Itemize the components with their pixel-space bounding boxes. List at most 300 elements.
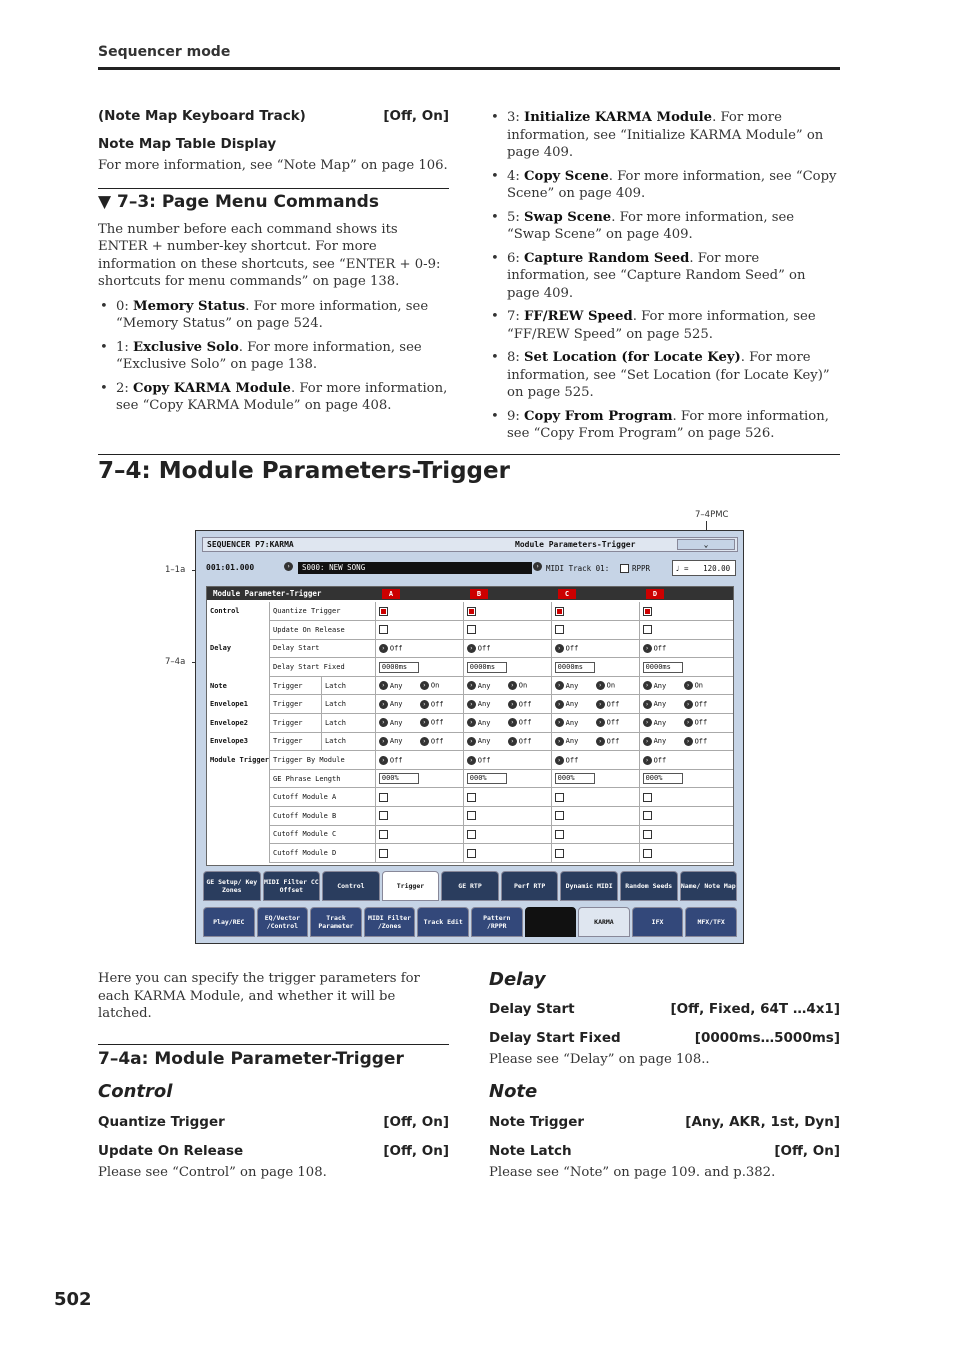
param-delay-start-fixed: Delay Start Fixed [0000ms…5000ms] — [489, 1030, 840, 1046]
popup-value[interactable]: Any — [565, 737, 579, 746]
popup-value[interactable]: Any — [653, 681, 667, 690]
module-b-header: B — [470, 589, 488, 599]
tab-upper[interactable]: Dynamic MIDI — [560, 871, 618, 901]
popup-value[interactable]: Off — [389, 756, 403, 765]
module-cell — [639, 807, 733, 826]
row-label: Update On Release — [270, 621, 376, 640]
module-cell — [375, 695, 463, 714]
module-cell — [463, 751, 551, 770]
module-cell — [375, 825, 463, 844]
popup-arrow-icon[interactable]: › — [596, 681, 605, 690]
module-cell — [463, 695, 551, 714]
popup-arrow-icon[interactable]: › — [596, 737, 605, 746]
popup-arrow-icon[interactable]: › — [508, 718, 517, 727]
location-readout[interactable]: 001:01.000 — [206, 563, 255, 572]
row-group: Delay — [210, 644, 232, 653]
param-note: Please see “Delay” on page 108.. — [489, 1052, 710, 1067]
screen-header-row — [202, 559, 738, 579]
popup-arrow-icon[interactable]: › — [379, 737, 388, 746]
popup-value[interactable]: Any — [565, 700, 579, 709]
checkbox[interactable] — [643, 849, 652, 858]
row-sublabel: Latch — [321, 695, 375, 714]
page-number: 502 — [54, 1289, 92, 1310]
popup-value[interactable]: Off — [518, 718, 532, 727]
module-cell — [639, 751, 733, 770]
section-rule-main — [98, 454, 840, 455]
module-cell — [463, 732, 551, 751]
value-field[interactable]: 0000ms — [467, 662, 507, 673]
popup-value[interactable]: On — [694, 681, 704, 690]
popup-value[interactable]: Off — [565, 644, 579, 653]
row-label: GE Phrase Length — [270, 769, 376, 788]
row-group: Envelope3 — [210, 737, 248, 746]
param-note-map-keyboard-track: (Note Map Keyboard Track) [Off, On] — [98, 108, 449, 124]
row-group — [207, 658, 270, 677]
page-name: Module Parameters-Trigger — [515, 540, 636, 549]
popup-arrow-icon[interactable]: › — [420, 737, 429, 746]
module-cell — [639, 732, 733, 751]
list-item: • 6: Capture Random Seed. For more information, see “Capture Random Seed” on page 409. — [489, 250, 840, 303]
popup-arrow-icon[interactable]: › — [555, 700, 564, 709]
module-cell — [639, 621, 733, 640]
module-cell — [463, 807, 551, 826]
table-row — [207, 639, 733, 658]
popup-arrow-icon[interactable]: › — [684, 718, 693, 727]
module-cell — [463, 769, 551, 788]
popup-value[interactable]: Off — [606, 718, 620, 727]
checkbox[interactable] — [643, 793, 652, 802]
module-cell — [463, 825, 551, 844]
popup-value[interactable]: Off — [653, 644, 667, 653]
popup-value[interactable]: Any — [477, 700, 491, 709]
table-row — [207, 714, 733, 733]
value-field[interactable]: 000% — [379, 773, 419, 784]
module-cell — [551, 676, 639, 695]
popup-value[interactable]: On — [606, 681, 616, 690]
row-group: Envelope2 — [210, 718, 248, 727]
popup-value[interactable]: Any — [389, 718, 403, 727]
lower-left-column — [98, 970, 449, 1181]
row-group — [207, 788, 270, 807]
value-field[interactable]: 000% — [555, 773, 595, 784]
row-group — [207, 769, 270, 788]
module-cell — [463, 676, 551, 695]
row-sublabel: Latch — [321, 676, 375, 695]
checkbox[interactable] — [379, 607, 388, 616]
table-row — [207, 844, 733, 863]
module-c-header: C — [558, 589, 576, 599]
popup-arrow-icon[interactable]: › — [555, 737, 564, 746]
tempo-label: ♩ = — [675, 564, 689, 573]
row-group — [207, 825, 270, 844]
module-cell — [375, 732, 463, 751]
module-cell — [639, 788, 733, 807]
module-cell — [551, 732, 639, 751]
module-parameter-panel — [206, 586, 734, 866]
param-note: Please see “Note” on page 109. and p.382. — [489, 1164, 776, 1180]
popup-arrow-icon[interactable]: › — [555, 756, 564, 765]
module-cell — [375, 621, 463, 640]
popup-value[interactable]: Any — [389, 681, 403, 690]
module-cell — [639, 639, 733, 658]
checkbox[interactable] — [467, 607, 476, 616]
row-label: Quantize Trigger — [270, 602, 376, 621]
module-cell — [551, 602, 639, 621]
callout-label: 1–1a — [165, 565, 186, 575]
parameter-table — [207, 602, 733, 863]
song-select-icon[interactable]: › — [284, 562, 293, 571]
row-label: Delay Start — [270, 639, 376, 658]
value-field[interactable]: 000% — [643, 773, 683, 784]
list-item: • 0: Memory Status. For more information, see “Memory Status” on page 524. — [98, 298, 449, 333]
table-row — [207, 621, 733, 640]
tab-lower — [525, 907, 577, 937]
tab-lower[interactable]: Track Parameter — [310, 907, 362, 937]
tab-lower[interactable]: MFX/TFX — [685, 907, 737, 937]
param-description: For more information, see “Note Map” on page 106. — [98, 158, 448, 173]
row-label: Cutoff Module A — [270, 788, 376, 807]
param-delay-start: Delay Start [Off, Fixed, 64T …4x1] — [489, 1001, 840, 1017]
popup-value[interactable]: Any — [389, 700, 403, 709]
track-label: MIDI Track 01: — [546, 564, 610, 573]
popup-value[interactable]: Any — [653, 700, 667, 709]
module-cell — [375, 788, 463, 807]
lower-right-column — [489, 969, 840, 1181]
param-note-trigger: Note Trigger [Any, AKR, 1st, Dyn] — [489, 1113, 840, 1130]
popup-arrow-icon[interactable]: › — [379, 644, 388, 653]
popup-value[interactable]: Any — [653, 737, 667, 746]
popup-arrow-icon[interactable]: › — [684, 700, 693, 709]
checkbox[interactable] — [467, 811, 476, 820]
checkbox[interactable] — [379, 830, 388, 839]
module-cell — [463, 621, 551, 640]
module-cell — [375, 714, 463, 733]
panel-title: Module Parameter-Trigger — [207, 587, 733, 600]
checkbox[interactable] — [555, 625, 564, 634]
rppr-label: RPPR — [632, 564, 651, 573]
tempo-field[interactable] — [672, 560, 736, 576]
popup-arrow-icon[interactable]: › — [596, 718, 605, 727]
rppr-checkbox[interactable] — [620, 564, 629, 573]
module-cell — [463, 714, 551, 733]
row-group — [207, 807, 270, 826]
section-rule — [98, 188, 449, 189]
checkbox[interactable] — [555, 793, 564, 802]
popup-value[interactable]: Off — [653, 756, 667, 765]
checkbox[interactable] — [467, 625, 476, 634]
command-list-right — [489, 109, 840, 443]
module-cell — [375, 751, 463, 770]
list-item: • 7: FF/REW Speed. For more information, see “FF/REW Speed” on page 525. — [489, 308, 840, 343]
popup-value[interactable]: Off — [430, 737, 444, 746]
value-field[interactable]: 0000ms — [555, 662, 595, 673]
checkbox[interactable] — [467, 849, 476, 858]
callout-label: 7–4a — [165, 657, 186, 667]
module-cell — [375, 676, 463, 695]
checkbox[interactable] — [379, 849, 388, 858]
subsection-heading: 7–4a: Module Parameter-Trigger — [98, 1048, 404, 1069]
row-group: Envelope1 — [210, 700, 248, 709]
popup-value[interactable]: On — [430, 681, 440, 690]
chevron-down-icon: ⌄ — [703, 540, 709, 549]
table-row — [207, 751, 733, 770]
popup-arrow-icon[interactable]: › — [684, 681, 693, 690]
popup-arrow-icon[interactable]: › — [508, 700, 517, 709]
running-header: Sequencer mode — [98, 44, 231, 60]
tab-lower[interactable]: Track Edit — [417, 907, 469, 937]
value-field[interactable]: 0000ms — [643, 662, 683, 673]
module-cell — [639, 844, 733, 863]
checkbox[interactable] — [555, 811, 564, 820]
header-rule — [98, 67, 840, 70]
popup-arrow-icon[interactable]: › — [643, 700, 652, 709]
param-note-latch: Note Latch [Off, On] — [489, 1142, 840, 1159]
popup-value[interactable]: Any — [477, 681, 491, 690]
module-cell — [551, 658, 639, 677]
tempo-value: 120.00 — [703, 564, 731, 573]
tab-upper[interactable]: Name/ Note Map — [680, 871, 738, 901]
table-row — [207, 602, 733, 621]
popup-value[interactable]: Any — [477, 718, 491, 727]
popup-arrow-icon[interactable]: › — [379, 700, 388, 709]
checkbox[interactable] — [555, 849, 564, 858]
module-cell — [639, 714, 733, 733]
module-cell — [551, 807, 639, 826]
row-group: Control — [210, 607, 240, 616]
row-sublabel: Latch — [321, 732, 375, 751]
value-field[interactable]: 000% — [467, 773, 507, 784]
row-label: Delay Start Fixed — [270, 658, 376, 677]
module-cell — [551, 714, 639, 733]
checkbox[interactable] — [555, 607, 564, 616]
popup-arrow-icon[interactable]: › — [684, 737, 693, 746]
module-cell — [551, 825, 639, 844]
module-cell — [639, 658, 733, 677]
row-label: Cutoff Module B — [270, 807, 376, 826]
popup-value[interactable]: Any — [565, 718, 579, 727]
popup-value[interactable]: Off — [694, 718, 708, 727]
tab-lower[interactable]: Pattern /RPPR — [471, 907, 523, 937]
group-heading-delay: Delay — [489, 969, 546, 990]
popup-value[interactable]: Off — [389, 644, 403, 653]
module-cell — [639, 695, 733, 714]
popup-arrow-icon[interactable]: › — [508, 737, 517, 746]
tab-lower[interactable]: KARMA — [578, 907, 630, 937]
tab-upper[interactable]: Trigger — [382, 871, 440, 901]
tab-bar-upper — [202, 871, 738, 901]
param-quantize-trigger: Quantize Trigger [Off, On] — [98, 1113, 449, 1130]
checkbox[interactable] — [643, 607, 652, 616]
module-cell — [639, 769, 733, 788]
module-cell — [375, 658, 463, 677]
module-cell — [551, 639, 639, 658]
module-cell — [375, 807, 463, 826]
tab-upper[interactable]: GE RTP — [441, 871, 499, 901]
row-label: Trigger By Module — [270, 751, 376, 770]
popup-arrow-icon[interactable]: › — [420, 718, 429, 727]
module-cell — [375, 602, 463, 621]
module-cell — [375, 639, 463, 658]
popup-value[interactable]: Any — [653, 718, 667, 727]
module-cell — [551, 621, 639, 640]
popup-arrow-icon[interactable]: › — [467, 737, 476, 746]
popup-value[interactable]: Off — [477, 644, 491, 653]
checkbox[interactable] — [379, 811, 388, 820]
intro-text: Here you can specify the trigger parameters for each KARMA Module, and whether it will be latched. — [98, 971, 420, 1021]
popup-arrow-icon[interactable]: › — [643, 718, 652, 727]
module-cell — [463, 602, 551, 621]
popup-value[interactable]: Off — [694, 737, 708, 746]
checkbox[interactable] — [643, 830, 652, 839]
row-group — [207, 844, 270, 863]
checkbox[interactable] — [643, 625, 652, 634]
page-section-title: 7–4: Module Parameters-Trigger — [98, 458, 510, 484]
list-item: • 5: Swap Scene. For more information, see “Swap Scene” on page 409. — [489, 209, 840, 244]
module-cell — [375, 844, 463, 863]
tab-upper[interactable]: Random Seeds — [620, 871, 678, 901]
popup-arrow-icon[interactable]: › — [467, 681, 476, 690]
popup-value[interactable]: Off — [430, 700, 444, 709]
checkbox[interactable] — [379, 625, 388, 634]
group-heading-note: Note — [489, 1080, 538, 1102]
module-cell — [639, 602, 733, 621]
page-menu-button[interactable] — [677, 539, 735, 550]
popup-value[interactable]: Any — [389, 737, 403, 746]
table-row — [207, 769, 733, 788]
subsection-rule — [98, 1044, 449, 1045]
value-field[interactable]: 0000ms — [379, 662, 419, 673]
popup-value[interactable]: Off — [518, 700, 532, 709]
module-cell — [551, 788, 639, 807]
checkbox[interactable] — [643, 811, 652, 820]
popup-arrow-icon[interactable]: › — [379, 756, 388, 765]
row-label: Cutoff Module D — [270, 844, 376, 863]
group-heading-control: Control — [98, 1080, 173, 1102]
module-d-header: D — [646, 589, 664, 599]
popup-arrow-icon[interactable]: › — [420, 681, 429, 690]
popup-arrow-icon[interactable]: › — [555, 644, 564, 653]
popup-arrow-icon[interactable]: › — [555, 681, 564, 690]
popup-arrow-icon[interactable]: › — [420, 700, 429, 709]
popup-value[interactable]: Any — [477, 737, 491, 746]
popup-arrow-icon[interactable]: › — [596, 700, 605, 709]
popup-arrow-icon[interactable]: › — [643, 756, 652, 765]
tab-upper[interactable]: MIDI Filter CC Offset — [263, 871, 321, 901]
popup-value[interactable]: Off — [694, 700, 708, 709]
tab-upper[interactable]: Perf RTP — [501, 871, 559, 901]
table-row — [207, 695, 733, 714]
popup-value[interactable]: Off — [477, 756, 491, 765]
screen-title: SEQUENCER P7:KARMA — [207, 540, 294, 549]
popup-value[interactable]: Off — [565, 756, 579, 765]
table-row — [207, 825, 733, 844]
popup-arrow-icon[interactable]: › — [643, 737, 652, 746]
popup-value[interactable]: Off — [606, 737, 620, 746]
popup-arrow-icon[interactable]: › — [508, 681, 517, 690]
section-intro: The number before each command shows its ENTER + number-key shortcut. For more information on these shortcuts, see “ENTER + 0-9: shortcuts for menu commands” on page 138. — [98, 221, 441, 289]
tab-upper[interactable]: Control — [322, 871, 380, 901]
module-cell — [551, 769, 639, 788]
row-label: Trigger — [270, 676, 322, 695]
list-item: • 3: Initialize KARMA Module. For more information, see “Initialize KARMA Module” on page 409. — [489, 109, 840, 162]
module-cell — [551, 751, 639, 770]
popup-arrow-icon[interactable]: › — [379, 718, 388, 727]
param-update-on-release: Update On Release [Off, On] — [98, 1142, 449, 1159]
list-item: • 8: Set Location (for Locate Key). For more information, see “Set Location (for Locate Key)” on page 525. — [489, 349, 840, 402]
popup-arrow-icon[interactable]: › — [467, 718, 476, 727]
popup-arrow-icon[interactable]: › — [467, 644, 476, 653]
module-cell — [639, 825, 733, 844]
module-cell — [551, 844, 639, 863]
popup-arrow-icon[interactable]: › — [467, 756, 476, 765]
popup-value[interactable]: Any — [565, 681, 579, 690]
module-cell — [463, 788, 551, 807]
tab-upper[interactable]: GE Setup/ Key Zones — [203, 871, 261, 901]
module-cell — [463, 658, 551, 677]
row-label: Trigger — [270, 695, 322, 714]
track-select-icon[interactable]: › — [533, 562, 542, 571]
karma-screen-screenshot — [195, 530, 744, 944]
command-list-left — [98, 298, 449, 415]
row-sublabel: Latch — [321, 714, 375, 733]
row-group: Module Trigger — [210, 756, 270, 765]
row-label: Cutoff Module C — [270, 825, 376, 844]
list-item: • 2: Copy KARMA Module. For more information, see “Copy KARMA Module” on page 408. — [98, 380, 449, 415]
tab-lower[interactable]: Play/REC — [203, 907, 255, 937]
param-note-map-table-display: Note Map Table Display — [98, 136, 277, 152]
song-name[interactable]: S000: NEW SONG — [298, 562, 532, 574]
screen-titlebar — [202, 537, 738, 552]
popup-arrow-icon[interactable]: › — [643, 644, 652, 653]
row-group — [207, 621, 270, 640]
row-label: Trigger — [270, 714, 322, 733]
table-row — [207, 658, 733, 677]
popup-arrow-icon[interactable]: › — [555, 718, 564, 727]
table-row — [207, 807, 733, 826]
tab-lower[interactable]: EQ/Vector /Control — [257, 907, 309, 937]
checkbox[interactable] — [555, 830, 564, 839]
popup-value[interactable]: On — [518, 681, 528, 690]
popup-arrow-icon[interactable]: › — [643, 681, 652, 690]
param-note: Please see “Control” on page 108. — [98, 1164, 327, 1180]
checkbox[interactable] — [467, 793, 476, 802]
popup-value[interactable]: Off — [430, 718, 444, 727]
row-group: Note — [210, 681, 227, 690]
table-row — [207, 732, 733, 751]
callout-label: 7–4PMC — [695, 510, 729, 520]
module-cell — [463, 639, 551, 658]
popup-value[interactable]: Off — [518, 737, 532, 746]
tab-lower[interactable]: MIDI Filter /Zones — [364, 907, 416, 937]
left-top-column — [98, 108, 449, 421]
module-cell — [551, 695, 639, 714]
module-cell — [639, 676, 733, 695]
module-cell — [463, 844, 551, 863]
row-label: Trigger — [270, 732, 322, 751]
section-heading: ▼ 7–3: Page Menu Commands — [98, 191, 379, 212]
module-cell — [375, 769, 463, 788]
checkbox[interactable] — [467, 830, 476, 839]
module-a-header: A — [382, 589, 400, 599]
list-item: • 9: Copy From Program. For more information, see “Copy From Program” on page 526. — [489, 408, 840, 443]
checkbox[interactable] — [379, 793, 388, 802]
popup-value[interactable]: Off — [606, 700, 620, 709]
popup-arrow-icon[interactable]: › — [379, 681, 388, 690]
right-top-column — [489, 109, 840, 449]
tab-lower[interactable]: IFX — [632, 907, 684, 937]
popup-arrow-icon[interactable]: › — [467, 700, 476, 709]
list-item: • 4: Copy Scene. For more information, see “Copy Scene” on page 409. — [489, 168, 840, 203]
